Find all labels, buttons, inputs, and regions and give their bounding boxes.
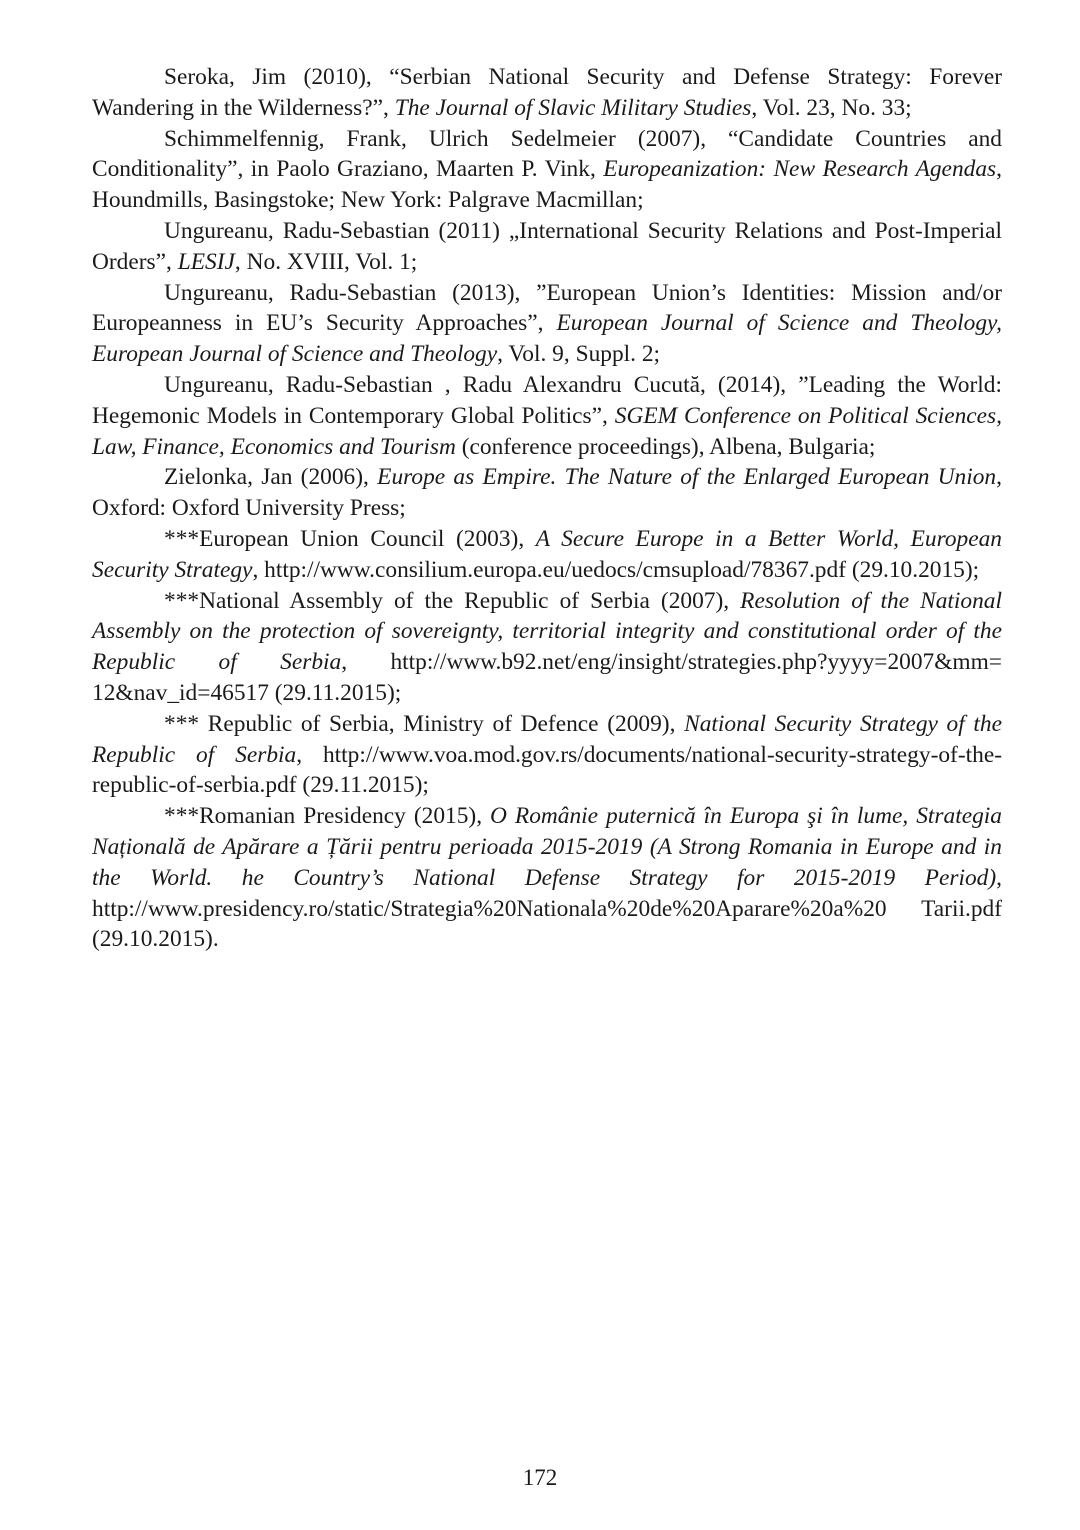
reference-text: Seroka, Jim (2010), “Serbian National Security and Defense Strategy: Forever Wandering in the Wilderness?”,: [92, 64, 1002, 121]
reference-title: SGEM Conference on Political Sciences, Law, Finance, Economics and Tourism: [92, 402, 1002, 460]
reference-title: Resolution of the National Assembly on the protection of sovereignty, territorial integrity and constitutional order of the Republic of Serbia: [92, 587, 1002, 676]
reference-text: ***European Union Council (2003),: [164, 525, 536, 552]
reference-text: , http://www.presidency.ro/static/Strategia%20Nationala%20de%20Aparare%20a%20 Tarii.pdf (29.10.2015).: [92, 864, 1002, 953]
reference-text: , Vol. 23, No. 33;: [751, 94, 912, 121]
reference-title: O Românie puternică în Europa şi în lume, Strategia Națională de Apărare a Țării pentru perioada 2015-2019 (A Strong Romania in Europe and in the World. he Country’s National Defense Strategy for 2015-2019 Period): [92, 803, 1002, 891]
reference-title: A Secure Europe in a Better World, European Security Strategy: [92, 525, 1002, 583]
reference-text: Ungureanu, Radu-Sebastian , Radu Alexandru Cucută, (2014), ”Leading the World: Hegemonic Models in Contemporary Global Politics”,: [92, 371, 1002, 429]
reference-entry: [92, 524, 1002, 586]
reference-text: ***National Assembly of the Republic of Serbia (2007),: [164, 587, 741, 614]
reference-entry: [92, 586, 1002, 709]
reference-text: ***Romanian Presidency (2015),: [164, 803, 491, 830]
reference-text: (conference proceedings), Albena, Bulgaria;: [455, 433, 876, 460]
reference-title: LESIJ: [177, 248, 235, 275]
reference-text: Ungureanu, Radu-Sebastian (2013), ”European Union’s Identities: Mission and/or Europeanness in EU’s Security Approaches”,: [92, 279, 1002, 337]
reference-text: Ungureanu, Radu-Sebastian (2011) „International Security Relations and Post-Imperial Orders”,: [92, 217, 1002, 275]
reference-entry: [92, 216, 1002, 278]
reference-title: European Journal of Science and Theology, European Journal of Science and Theology: [92, 310, 1002, 368]
reference-text: , Houndmills, Basingstoke; New York: Palgrave Macmillan;: [92, 156, 1002, 214]
reference-text: , No. XVIII, Vol. 1;: [234, 248, 418, 275]
reference-list: [92, 62, 1002, 955]
reference-text: , Oxford: Oxford University Press;: [92, 464, 1002, 522]
reference-entry: [92, 709, 1002, 801]
reference-title: Europeanization: New Research Agendas: [603, 156, 997, 183]
reference-text: , http://www.b92.net/eng/insight/strategies.php?yyyy=2007&mm= 12&nav_id=46517 (29.11.2015);: [92, 649, 1002, 706]
reference-title: National Security Strategy of the Republic of Serbia: [92, 710, 1002, 768]
reference-text: Zielonka, Jan (2006),: [164, 464, 378, 491]
reference-title: The Journal of Slavic Military Studies: [394, 94, 752, 121]
reference-entry: [92, 801, 1002, 955]
reference-entry: [92, 278, 1002, 370]
reference-entry: [92, 462, 1002, 524]
reference-entry: [92, 370, 1002, 462]
reference-text: , http://www.consilium.europa.eu/uedocs/cmsupload/78367.pdf (29.10.2015);: [252, 556, 980, 583]
page-number: 172: [522, 1465, 558, 1490]
reference-entry: [92, 62, 1002, 124]
reference-text: , http://www.voa.mod.gov.rs/documents/national-security-strategy-of-the-republic-of-serbia.pdf (29.11.2015);: [92, 741, 1002, 799]
reference-text: , Vol. 9, Suppl. 2;: [497, 341, 661, 368]
reference-entry: [92, 124, 1002, 216]
reference-text: Schimmelfennig, Frank, Ulrich Sedelmeier (2007), “Candidate Countries and Conditionality”, in Paolo Graziano, Maarten P. Vink,: [92, 125, 1002, 183]
reference-text: *** Republic of Serbia, Ministry of Defence (2009),: [164, 710, 685, 737]
reference-title: Europe as Empire. The Nature of the Enlarged European Union: [377, 464, 997, 491]
